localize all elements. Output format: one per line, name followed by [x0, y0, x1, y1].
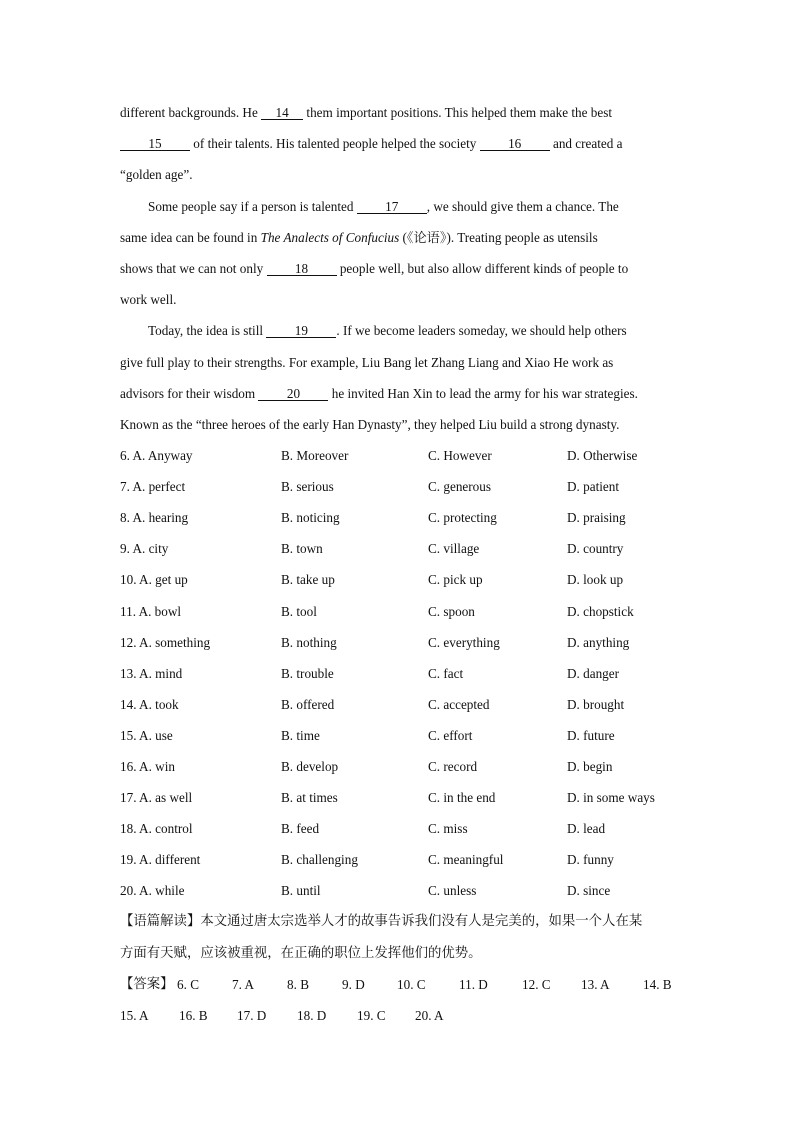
- options-list: [120, 440, 680, 906]
- answer-item: 9. D: [342, 976, 365, 992]
- option-b: B. time: [281, 727, 320, 743]
- document-page: [120, 97, 680, 1031]
- text: and created a: [549, 136, 623, 152]
- text: them important positions. This helped them make the best: [303, 105, 612, 120]
- option-d: D. anything: [567, 634, 630, 650]
- option-row: [120, 875, 680, 906]
- option-row: [120, 658, 680, 689]
- passage-line: [120, 128, 680, 159]
- passage-line: [120, 191, 680, 222]
- passage-line: work well.: [120, 292, 177, 308]
- option-b: B. serious: [281, 479, 334, 495]
- analysis-line: 【语篇解读】本文通过唐太宗选举人才的故事告诉我们没有人是完美的，如果一个人在某: [120, 914, 643, 930]
- option-row: [120, 689, 680, 720]
- answer-item: 14. B: [643, 976, 672, 992]
- option-a: 16. A. win: [120, 759, 175, 774]
- option-c: C. accepted: [428, 696, 490, 712]
- analysis-line: 方面有天赋，应该被重视，在正确的职位上发挥他们的优势。: [120, 945, 482, 961]
- option-c: C. meaningful: [428, 852, 504, 868]
- option-a: 7. A. perfect: [120, 479, 186, 495]
- answer-item: 18. D: [297, 1008, 327, 1024]
- option-b: B. at times: [281, 790, 338, 806]
- option-row: [120, 533, 680, 564]
- option-b: B. develop: [281, 759, 339, 774]
- option-c: C. record: [428, 759, 478, 774]
- option-c: C. protecting: [428, 510, 497, 526]
- answer-item: 19. C: [357, 1008, 386, 1024]
- option-row: [120, 502, 680, 533]
- option-a: 19. A. different: [120, 852, 201, 868]
- option-row: [120, 564, 680, 595]
- answer-label: 【答案】: [120, 976, 174, 992]
- option-c: C. unless: [428, 883, 477, 899]
- option-d: D. Otherwise: [567, 448, 638, 464]
- option-a: 11. A. bowl: [120, 603, 182, 619]
- option-d: D. patient: [567, 479, 620, 495]
- option-c: C. in the end: [428, 790, 496, 806]
- option-d: D. begin: [567, 759, 613, 774]
- option-b: B. take up: [281, 572, 335, 588]
- option-a: 12. A. something: [120, 634, 211, 650]
- option-c: C. everything: [428, 634, 500, 650]
- passage-line: “golden age”.: [120, 167, 193, 183]
- option-row: [120, 813, 680, 844]
- answer-row: [120, 1000, 680, 1031]
- blank-15: 15: [120, 137, 190, 151]
- option-a: 17. A. as well: [120, 790, 193, 806]
- option-d: D. chopstick: [567, 603, 634, 619]
- option-a: 15. A. use: [120, 727, 173, 743]
- answer-item: 11. D: [459, 976, 488, 992]
- blank-16: 16: [480, 137, 550, 151]
- option-row: [120, 720, 680, 751]
- option-c: C. spoon: [428, 603, 475, 619]
- text: , we should give them a chance. The: [426, 198, 619, 214]
- text: of their talents. His talented people helped the society: [190, 136, 480, 152]
- option-d: D. lead: [567, 821, 606, 837]
- option-c: C. fact: [428, 665, 464, 681]
- option-d: D. in some ways: [567, 790, 655, 806]
- text: people well, but also allow different kinds of people to: [336, 260, 629, 276]
- answer-item: 13. A: [581, 976, 610, 992]
- passage-line: Known as the “three heroes of the early Han Dynasty”, they helped Liu build a strong dynasty.: [120, 416, 620, 432]
- text: he invited Han Xin to lead the army for his war strategies.: [328, 385, 638, 401]
- option-d: D. brought: [567, 696, 625, 712]
- answer-row: [120, 969, 680, 1000]
- option-row: [120, 471, 680, 502]
- option-a: 10. A. get up: [120, 572, 188, 588]
- answer-item: 12. C: [522, 976, 551, 992]
- answer-item: 17. D: [237, 1008, 267, 1024]
- option-d: D. country: [567, 541, 624, 557]
- option-d: D. since: [567, 883, 611, 899]
- blank-19: 19: [266, 324, 336, 338]
- option-d: D. danger: [567, 665, 619, 681]
- passage-line: [120, 315, 680, 346]
- answer-item: 8. B: [287, 976, 309, 992]
- option-row: [120, 782, 680, 813]
- answer-item: 7. A: [232, 976, 254, 992]
- option-a: 14. A. took: [120, 696, 179, 712]
- option-a: 9. A. city: [120, 541, 169, 557]
- answer-item: 15. A: [120, 1008, 149, 1024]
- option-d: D. future: [567, 727, 615, 743]
- option-row: [120, 440, 680, 471]
- passage-line: [120, 253, 680, 284]
- option-c: C. effort: [428, 727, 473, 743]
- passage-line: [120, 97, 680, 128]
- option-d: D. funny: [567, 852, 614, 868]
- option-c: C. village: [428, 541, 480, 557]
- answer-item: 6. C: [177, 976, 199, 992]
- passage-line: [120, 378, 680, 409]
- option-a: 20. A. while: [120, 883, 185, 899]
- option-b: B. feed: [281, 821, 320, 837]
- option-b: B. offered: [281, 696, 335, 712]
- text: different backgrounds. He: [120, 105, 262, 120]
- option-a: 6. A. Anyway: [120, 448, 193, 464]
- text: advisors for their wisdom: [120, 385, 259, 401]
- option-b: B. nothing: [281, 634, 337, 650]
- option-c: C. pick up: [428, 572, 483, 588]
- option-b: B. Moreover: [281, 448, 349, 464]
- blank-17: 17: [357, 200, 427, 214]
- option-row: [120, 627, 680, 658]
- text: same idea can be found in: [120, 229, 261, 245]
- text: shows that we can not only: [120, 260, 267, 276]
- option-row: [120, 751, 680, 782]
- passage-line: [120, 222, 680, 253]
- option-c: C. miss: [428, 821, 468, 837]
- option-a: 13. A. mind: [120, 665, 183, 681]
- book-title: The Analects of Confucius: [260, 229, 400, 245]
- answer-item: 20. A: [415, 1008, 444, 1024]
- answer-item: 10. C: [397, 976, 426, 992]
- passage-line: give full play to their strengths. For example, Liu Bang let Zhang Liang and Xiao He work as: [120, 354, 614, 370]
- option-b: B. trouble: [281, 665, 334, 681]
- text: Today, the idea is still: [148, 323, 267, 339]
- option-c: C. generous: [428, 479, 491, 495]
- option-b: B. until: [281, 883, 321, 899]
- option-row: [120, 844, 680, 875]
- option-a: 8. A. hearing: [120, 510, 189, 526]
- blank-18: 18: [267, 262, 337, 276]
- blank-20: 20: [258, 387, 328, 401]
- answer-item: 16. B: [179, 1008, 208, 1024]
- option-c: C. However: [428, 448, 492, 464]
- option-d: D. look up: [567, 572, 624, 588]
- text: (《论语》). Treating people as utensils: [399, 229, 598, 245]
- option-b: B. tool: [281, 603, 317, 619]
- option-b: B. town: [281, 541, 323, 557]
- text: Some people say if a person is talented: [148, 198, 357, 214]
- option-a: 18. A. control: [120, 821, 193, 837]
- blank-14: 14: [261, 106, 303, 120]
- option-d: D. praising: [567, 510, 626, 526]
- option-row: [120, 596, 680, 627]
- option-b: B. challenging: [281, 852, 358, 868]
- text: . If we become leaders someday, we should help others: [336, 323, 627, 339]
- option-b: B. noticing: [281, 510, 340, 526]
